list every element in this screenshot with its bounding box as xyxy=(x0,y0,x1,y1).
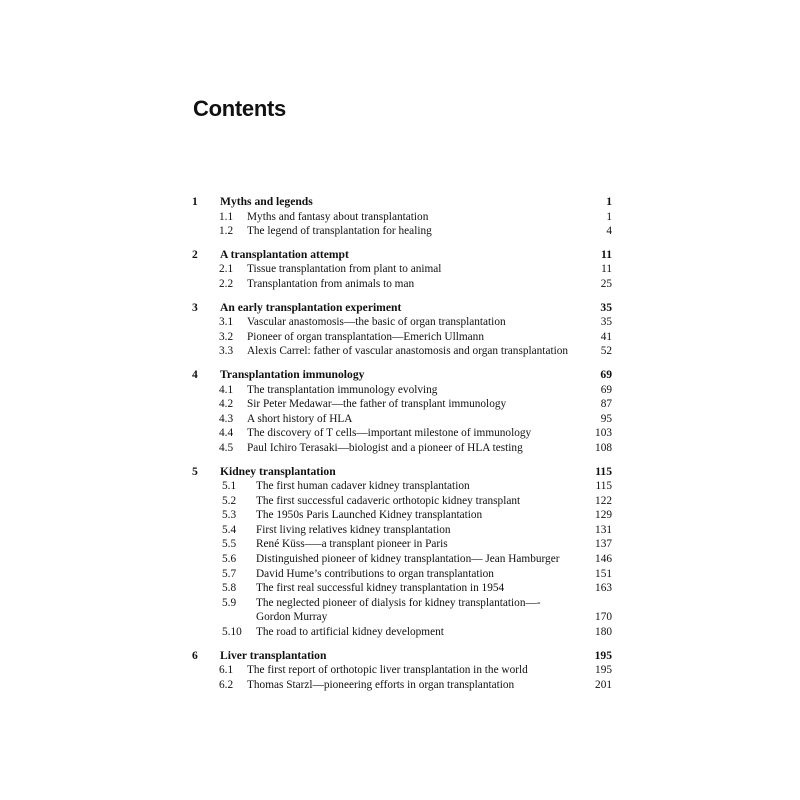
section-title: René Küss—–a transplant pioneer in Paris xyxy=(256,538,448,551)
chapter-6 xyxy=(191,649,612,693)
chapter-title: Kidney transplantation xyxy=(220,464,336,478)
section-title: Distinguished pioneer of kidney transplantation— Jean Hamburger xyxy=(256,553,560,566)
section-number: 5.10 xyxy=(222,626,242,639)
chapter-page: 195 xyxy=(594,648,612,662)
section-entry[interactable] xyxy=(191,412,612,427)
section-entry[interactable] xyxy=(191,224,612,239)
chapter-page: 1 xyxy=(606,195,612,208)
chapter-heading[interactable] xyxy=(191,649,612,664)
section-number: 5.2 xyxy=(222,494,237,507)
chapter-number: 2 xyxy=(192,247,198,261)
chapter-title: A transplantation attempt xyxy=(220,247,349,261)
section-number: 4.3 xyxy=(219,412,234,425)
section-title: The transplantation immunology evolving xyxy=(247,383,438,396)
section-number: 2.2 xyxy=(219,277,234,290)
chapter-heading[interactable] xyxy=(191,195,612,210)
chapter-heading[interactable] xyxy=(191,368,612,383)
section-number: 5.3 xyxy=(222,509,237,522)
page-title: Contents xyxy=(193,96,286,121)
section-title: Myths and fantasy about transplantation xyxy=(247,210,429,223)
section-page: 103 xyxy=(595,427,612,440)
section-entry[interactable] xyxy=(191,596,612,625)
chapter-page: 69 xyxy=(600,367,612,381)
section-entry[interactable] xyxy=(191,479,612,494)
section-page: 170 xyxy=(595,611,612,624)
chapter-heading[interactable] xyxy=(191,465,612,480)
section-page: 87 xyxy=(600,398,612,411)
section-number: 2.1 xyxy=(219,263,234,276)
section-page: 41 xyxy=(600,330,612,343)
chapter-heading[interactable] xyxy=(191,248,612,263)
section-title: David Hume’s contributions to organ transplantation xyxy=(256,567,494,580)
chapter-title: An early transplantation experiment xyxy=(220,300,402,314)
section-entry[interactable] xyxy=(191,537,612,552)
section-entry[interactable] xyxy=(191,262,612,277)
section-page: 52 xyxy=(600,345,612,358)
section-number: 3.2 xyxy=(219,330,234,343)
section-title: The first human cadaver kidney transplantation xyxy=(256,480,470,493)
section-page: 95 xyxy=(600,412,612,425)
section-number: 5.7 xyxy=(222,567,237,580)
section-entry[interactable] xyxy=(191,277,612,292)
section-page: 129 xyxy=(595,509,612,522)
section-title: The first real successful kidney transplantation in 1954 xyxy=(256,582,505,595)
section-page: 137 xyxy=(595,538,612,551)
section-title: Sir Peter Medawar—the father of transplant immunology xyxy=(247,398,507,411)
section-entry[interactable] xyxy=(191,397,612,412)
chapter-title: Myths and legends xyxy=(220,195,313,208)
section-page: 146 xyxy=(595,553,612,566)
section-title: First living relatives kidney transplantation xyxy=(256,523,451,536)
section-number: 3.3 xyxy=(219,345,234,358)
section-page: 122 xyxy=(595,494,612,507)
section-title: The 1950s Paris Launched Kidney transplantation xyxy=(256,509,483,522)
chapter-number: 3 xyxy=(192,300,198,314)
section-title: Thomas Starzl—pioneering efforts in organ transplantation xyxy=(247,678,515,691)
section-number: 3.1 xyxy=(219,316,234,329)
section-title: Alexis Carrel: father of vascular anastomosis and organ transplantation xyxy=(247,345,569,358)
section-entry[interactable] xyxy=(191,508,612,523)
section-page: 163 xyxy=(595,582,612,595)
chapter-3 xyxy=(191,301,612,359)
chapter-title: Liver transplantation xyxy=(220,648,327,662)
section-page: 195 xyxy=(595,664,612,677)
chapter-page: 35 xyxy=(600,300,612,314)
chapter-4 xyxy=(191,368,612,456)
section-number: 4.5 xyxy=(219,441,234,454)
chapter-page: 115 xyxy=(595,464,612,478)
chapter-1 xyxy=(191,195,612,239)
section-title: A short history of HLA xyxy=(247,412,353,425)
section-title: The first report of orthotopic liver transplantation in the world xyxy=(247,664,528,677)
section-number: 4.1 xyxy=(219,383,234,396)
section-page: 201 xyxy=(595,678,612,691)
section-page: 108 xyxy=(595,441,612,454)
section-number: 1.2 xyxy=(219,225,234,238)
section-page: 115 xyxy=(595,480,612,493)
chapter-title: Transplantation immunology xyxy=(220,367,365,381)
section-entry[interactable] xyxy=(191,344,612,359)
section-entry[interactable] xyxy=(191,315,612,330)
section-number: 6.1 xyxy=(219,664,234,677)
section-number: 4.4 xyxy=(219,427,234,440)
section-number: 4.2 xyxy=(219,398,234,411)
table-of-contents xyxy=(191,195,612,701)
section-entry[interactable] xyxy=(191,441,612,456)
section-number: 5.9 xyxy=(222,596,237,609)
section-entry[interactable] xyxy=(191,383,612,398)
section-title: The road to artificial kidney development xyxy=(256,626,444,639)
section-entry[interactable] xyxy=(191,663,612,678)
chapter-5 xyxy=(191,465,612,640)
section-title: The first successful cadaveric orthotopic kidney transplant xyxy=(256,494,521,507)
section-title: Vascular anastomosis—the basic of organ transplantation xyxy=(247,316,506,329)
section-entry[interactable] xyxy=(191,330,612,345)
section-number: 1.1 xyxy=(219,210,234,223)
section-title: Tissue transplantation from plant to animal xyxy=(247,263,442,276)
section-page: 11 xyxy=(601,263,612,276)
section-page: 131 xyxy=(595,523,612,536)
section-title: Transplantation from animals to man xyxy=(247,277,415,290)
chapter-page: 11 xyxy=(601,247,612,261)
chapter-number: 4 xyxy=(192,367,198,381)
section-entry[interactable] xyxy=(191,567,612,582)
chapter-heading[interactable] xyxy=(191,301,612,316)
section-page: 35 xyxy=(600,316,612,329)
section-page: 69 xyxy=(600,383,612,396)
section-title: The neglected pioneer of dialysis for kidney transplantation—-Gordon Murray xyxy=(256,596,541,624)
section-page: 151 xyxy=(595,567,612,580)
section-entry[interactable] xyxy=(191,210,612,225)
section-entry[interactable] xyxy=(191,494,612,509)
section-entry[interactable] xyxy=(191,552,612,567)
section-page: 180 xyxy=(595,626,612,639)
section-entry[interactable] xyxy=(191,426,612,441)
section-entry[interactable] xyxy=(191,625,612,640)
section-number: 5.5 xyxy=(222,538,237,551)
section-number: 5.1 xyxy=(222,480,237,493)
section-page: 1 xyxy=(606,210,612,223)
section-title: The discovery of T cells—important milestone of immunology xyxy=(247,427,532,440)
section-entry[interactable] xyxy=(191,678,612,693)
section-page: 4 xyxy=(606,225,612,238)
section-number: 6.2 xyxy=(219,678,234,691)
chapter-number: 1 xyxy=(192,195,198,208)
section-entry[interactable] xyxy=(191,581,612,596)
section-page: 25 xyxy=(600,277,612,290)
section-number: 5.6 xyxy=(222,553,237,566)
chapter-2 xyxy=(191,248,612,292)
section-number: 5.8 xyxy=(222,582,237,595)
section-title: The legend of transplantation for healing xyxy=(247,225,432,238)
section-number: 5.4 xyxy=(222,523,237,536)
chapter-number: 6 xyxy=(192,648,198,662)
section-title: Pioneer of organ transplantation—Emerich Ullmann xyxy=(247,330,484,343)
section-title: Paul Ichiro Terasaki—biologist and a pioneer of HLA testing xyxy=(247,441,523,454)
section-entry[interactable] xyxy=(191,523,612,538)
chapter-number: 5 xyxy=(192,464,198,478)
